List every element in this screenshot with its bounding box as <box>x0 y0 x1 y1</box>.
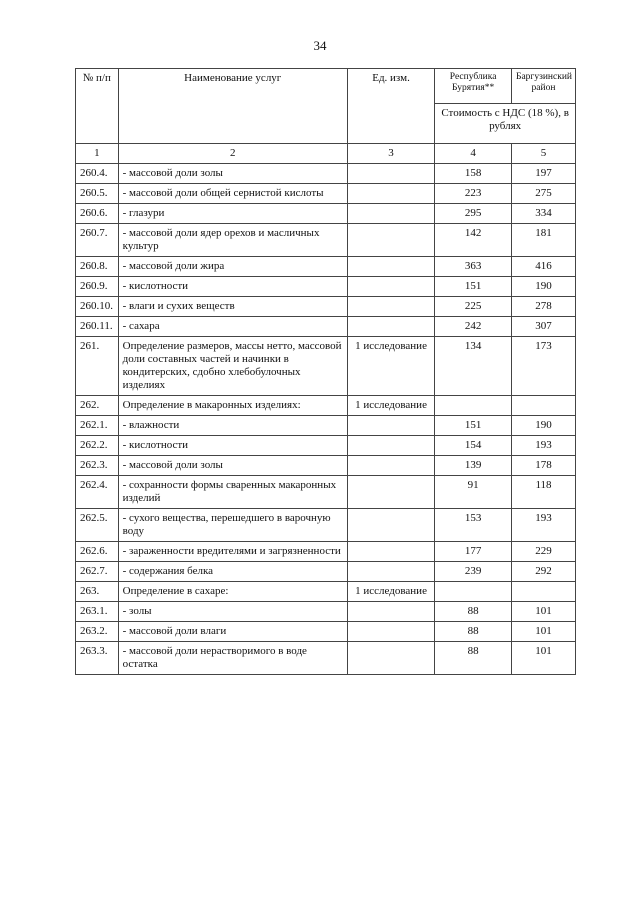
unit-of-measure <box>347 436 434 456</box>
price-buryatia: 153 <box>435 509 512 542</box>
price-buryatia: 177 <box>435 542 512 562</box>
service-name: - влажности <box>118 416 347 436</box>
price-barguzin: 275 <box>512 184 576 204</box>
unit-of-measure <box>347 456 434 476</box>
price-buryatia: 88 <box>435 602 512 622</box>
price-barguzin: 118 <box>512 476 576 509</box>
unit-of-measure <box>347 317 434 337</box>
table-row <box>76 164 576 184</box>
price-barguzin: 190 <box>512 277 576 297</box>
price-barguzin: 197 <box>512 164 576 184</box>
unit-of-measure <box>347 642 434 675</box>
price-buryatia: 239 <box>435 562 512 582</box>
price-barguzin <box>512 582 576 602</box>
unit-of-measure <box>347 509 434 542</box>
price-table <box>75 68 576 675</box>
row-number: 263.2. <box>76 622 119 642</box>
table-row <box>76 277 576 297</box>
header-colnum-2: 2 <box>118 144 347 164</box>
price-buryatia: 295 <box>435 204 512 224</box>
service-name: - массовой доли нерастворимого в воде остатка <box>118 642 347 675</box>
price-buryatia: 142 <box>435 224 512 257</box>
price-barguzin: 193 <box>512 436 576 456</box>
price-buryatia: 134 <box>435 337 512 396</box>
table-body <box>76 164 576 675</box>
table-row <box>76 436 576 456</box>
price-buryatia <box>435 396 512 416</box>
unit-of-measure <box>347 164 434 184</box>
unit-of-measure <box>347 184 434 204</box>
row-number: 260.7. <box>76 224 119 257</box>
row-number: 262.6. <box>76 542 119 562</box>
unit-of-measure: 1 исследование <box>347 396 434 416</box>
header-colnum-1: 1 <box>76 144 119 164</box>
price-buryatia: 151 <box>435 277 512 297</box>
table-row <box>76 337 576 396</box>
unit-of-measure <box>347 416 434 436</box>
service-name: - массовой доли жира <box>118 257 347 277</box>
row-number: 262.4. <box>76 476 119 509</box>
row-number: 260.6. <box>76 204 119 224</box>
header-name: Наименование услуг <box>118 69 347 144</box>
price-barguzin: 193 <box>512 509 576 542</box>
unit-of-measure <box>347 622 434 642</box>
table-row <box>76 642 576 675</box>
price-buryatia: 139 <box>435 456 512 476</box>
row-number: 260.8. <box>76 257 119 277</box>
table-row <box>76 582 576 602</box>
row-number: 262.1. <box>76 416 119 436</box>
service-name: - сахара <box>118 317 347 337</box>
price-barguzin: 229 <box>512 542 576 562</box>
price-barguzin: 101 <box>512 642 576 675</box>
header-colnum-5: 5 <box>512 144 576 164</box>
table-row <box>76 622 576 642</box>
table-row <box>76 602 576 622</box>
price-barguzin: 181 <box>512 224 576 257</box>
unit-of-measure <box>347 542 434 562</box>
price-buryatia: 91 <box>435 476 512 509</box>
row-number: 262.7. <box>76 562 119 582</box>
price-buryatia: 158 <box>435 164 512 184</box>
price-barguzin <box>512 396 576 416</box>
price-buryatia: 88 <box>435 642 512 675</box>
table-row <box>76 396 576 416</box>
price-buryatia: 88 <box>435 622 512 642</box>
service-name: - кислотности <box>118 277 347 297</box>
service-name: Определение в макаронных изделиях: <box>118 396 347 416</box>
table-row <box>76 184 576 204</box>
unit-of-measure <box>347 562 434 582</box>
unit-of-measure <box>347 204 434 224</box>
row-number: 262.3. <box>76 456 119 476</box>
unit-of-measure <box>347 277 434 297</box>
price-buryatia: 225 <box>435 297 512 317</box>
service-name: - зараженности вредителями и загрязненности <box>118 542 347 562</box>
header-num: № п/п <box>76 69 119 144</box>
header-region-buryatia: Республика Бурятия** <box>435 69 512 104</box>
table-row <box>76 416 576 436</box>
service-name: - массовой доли золы <box>118 456 347 476</box>
page-number: 34 <box>313 38 327 53</box>
table-row <box>76 317 576 337</box>
row-number: 262.2. <box>76 436 119 456</box>
service-name: - массовой доли влаги <box>118 622 347 642</box>
unit-of-measure <box>347 476 434 509</box>
table-row <box>76 509 576 542</box>
service-name: - содержания белка <box>118 562 347 582</box>
unit-of-measure <box>347 257 434 277</box>
row-number: 261. <box>76 337 119 396</box>
price-barguzin: 307 <box>512 317 576 337</box>
price-buryatia: 363 <box>435 257 512 277</box>
row-number: 260.5. <box>76 184 119 204</box>
price-barguzin: 334 <box>512 204 576 224</box>
price-buryatia: 154 <box>435 436 512 456</box>
unit-of-measure: 1 исследование <box>347 582 434 602</box>
service-name: - кислотности <box>118 436 347 456</box>
price-barguzin: 173 <box>512 337 576 396</box>
table-header <box>76 69 576 164</box>
row-number: 260.4. <box>76 164 119 184</box>
price-barguzin: 190 <box>512 416 576 436</box>
unit-of-measure <box>347 224 434 257</box>
price-buryatia: 242 <box>435 317 512 337</box>
service-name: Определение размеров, массы нетто, массовой доли составных частей и начинки в кондитерских, сдобно хлебобулочных изделиях <box>118 337 347 396</box>
unit-of-measure: 1 исследование <box>347 337 434 396</box>
service-name: - массовой доли золы <box>118 164 347 184</box>
table-row <box>76 456 576 476</box>
header-price-caption: Стоимость с НДС (18 %), в рублях <box>435 104 576 144</box>
service-name: - сохранности формы сваренных макаронных изделий <box>118 476 347 509</box>
price-buryatia: 223 <box>435 184 512 204</box>
table-row <box>76 542 576 562</box>
row-number: 263.1. <box>76 602 119 622</box>
price-barguzin: 101 <box>512 622 576 642</box>
price-buryatia <box>435 582 512 602</box>
table-row <box>76 204 576 224</box>
unit-of-measure <box>347 602 434 622</box>
header-colnum-3: 3 <box>347 144 434 164</box>
row-number: 263. <box>76 582 119 602</box>
price-barguzin: 416 <box>512 257 576 277</box>
service-name: - золы <box>118 602 347 622</box>
header-region-barguzin: Баргузинский район <box>512 69 576 104</box>
price-barguzin: 278 <box>512 297 576 317</box>
price-barguzin: 292 <box>512 562 576 582</box>
row-number: 260.9. <box>76 277 119 297</box>
unit-of-measure <box>347 297 434 317</box>
table-row <box>76 476 576 509</box>
price-barguzin: 178 <box>512 456 576 476</box>
row-number: 260.11. <box>76 317 119 337</box>
table-row <box>76 297 576 317</box>
row-number: 260.10. <box>76 297 119 317</box>
service-name: - массовой доли ядер орехов и масличных культур <box>118 224 347 257</box>
service-name: - массовой доли общей сернистой кислоты <box>118 184 347 204</box>
table-row <box>76 224 576 257</box>
service-name: Определение в сахаре: <box>118 582 347 602</box>
table-row <box>76 562 576 582</box>
table-row <box>76 257 576 277</box>
header-colnum-4: 4 <box>435 144 512 164</box>
price-barguzin: 101 <box>512 602 576 622</box>
service-name: - глазури <box>118 204 347 224</box>
price-buryatia: 151 <box>435 416 512 436</box>
row-number: 262. <box>76 396 119 416</box>
row-number: 263.3. <box>76 642 119 675</box>
header-unit: Ед. изм. <box>347 69 434 144</box>
service-name: - влаги и сухих веществ <box>118 297 347 317</box>
service-name: - сухого вещества, перешедшего в варочную воду <box>118 509 347 542</box>
row-number: 262.5. <box>76 509 119 542</box>
